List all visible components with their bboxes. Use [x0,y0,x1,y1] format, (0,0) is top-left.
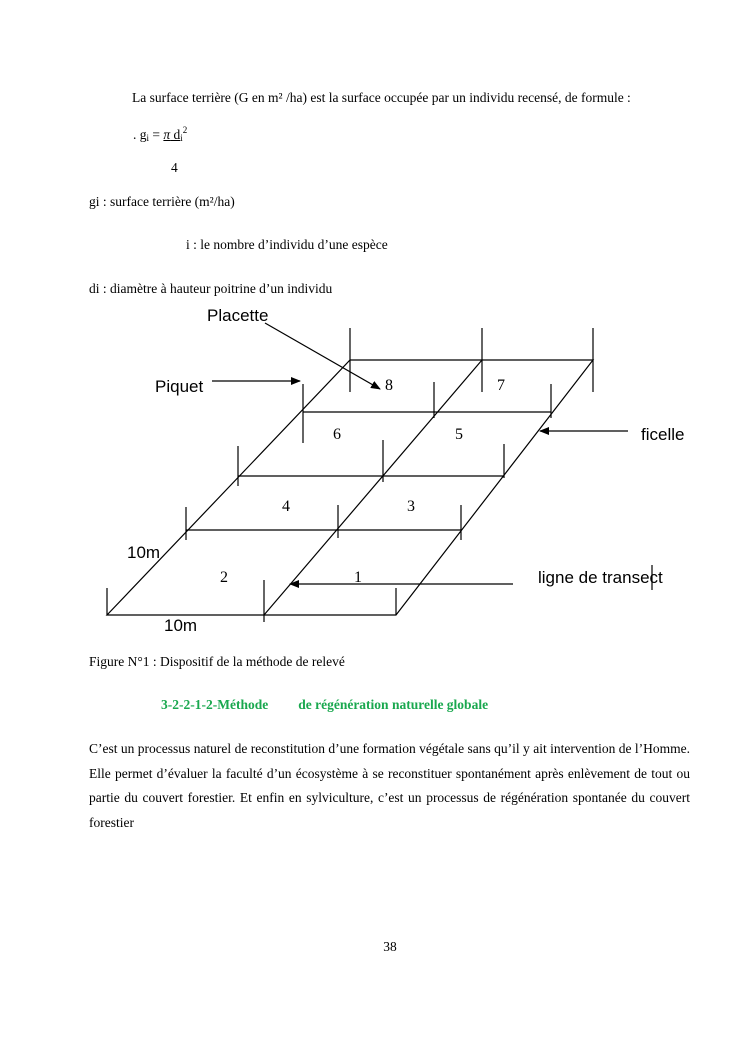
heading-part-1: 3-2-2-1-2-Méthode [161,697,269,712]
cell-number-4: 4 [282,498,290,515]
formula-sup-2: 2 [182,125,188,135]
body-paragraph: C’est un processus naturel de reconstitution d’une formation végétale sans qu’il y ait intervention de l’Homme. Elle permet d’évaluer la faculté d’un écosystème à se reconstituer spontanément après enlèvement de tout ou partie du couvert forestier. Et enfin en sylviculture, c’est un processus de régénération spontanée du couvert forestier [89,741,690,830]
cell-number-8: 8 [385,377,393,394]
label-transect: ligne de transect [538,568,663,587]
label-10m-side: 10m [127,543,161,562]
formula-equals: = [149,127,164,142]
formula-sub-i2: i [180,133,183,143]
cell-number-5: 5 [455,426,463,443]
definition-di: di : diamètre à hauteur poitrine d’un individu [89,281,333,296]
section-heading [161,697,488,713]
formula-prefix: . g [133,127,147,142]
definition-i: i : le nombre d’individu d’une espèce [186,237,388,252]
formula-sub-i: i [146,133,150,143]
formula-d: d [170,127,181,142]
formula-pi: π [163,127,171,142]
definition-gi: gi : surface terrière (m²/ha) [89,194,235,209]
grid-center-line [264,360,482,615]
cell-number-1: 1 [354,569,362,586]
grid-outline [107,360,593,615]
cell-number-3: 3 [407,498,415,515]
label-10m-bottom: 10m [164,616,198,635]
cell-number-2: 2 [220,569,228,586]
heading-part-2: de régénération naturelle globale [298,697,489,712]
arrow-placette [265,323,380,389]
cell-number-7: 7 [497,377,505,394]
page-number: 38 [383,939,397,954]
formula-denominator: 4 [171,160,178,175]
label-placette: Placette [207,306,269,325]
label-ficelle: ficelle [641,425,685,444]
label-piquet: Piquet [155,377,204,396]
figure-caption: Figure N°1 : Dispositif de la méthode de relevé [89,654,345,669]
cell-number-6: 6 [333,426,341,443]
intro-text: La surface terrière (G en m² /ha) est la surface occupée par un individu recensé, de formule : [132,90,631,105]
